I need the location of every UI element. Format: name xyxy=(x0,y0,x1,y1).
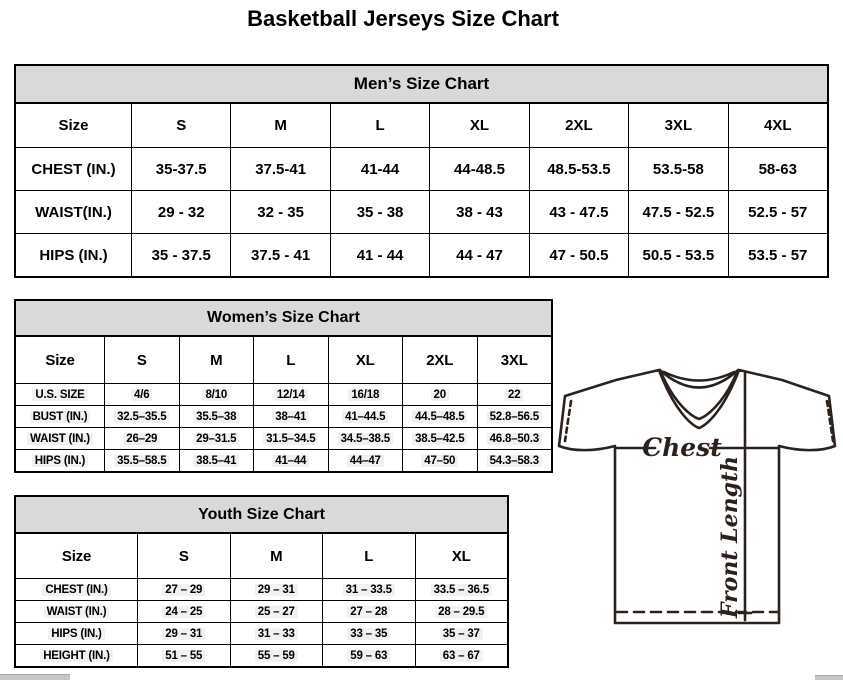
value-cell: 31 – 33.5 xyxy=(322,578,415,600)
value-cell: 31 – 33 xyxy=(230,622,323,644)
value-cell: 44–47 xyxy=(328,449,403,471)
column-header: M xyxy=(230,534,323,578)
jersey-measurement-diagram xyxy=(556,362,843,674)
value-cell: 41–44.5 xyxy=(328,405,403,427)
value-cell: 44-48.5 xyxy=(429,147,528,190)
value-cell: 27 – 28 xyxy=(322,600,415,622)
women-column-header-row xyxy=(16,337,551,383)
value-cell: 53.5 - 57 xyxy=(728,233,827,276)
column-header: S xyxy=(104,337,179,383)
value-cell: 52.8–56.5 xyxy=(477,405,552,427)
value-cell: 20 xyxy=(402,383,477,405)
youth-data-row xyxy=(16,622,507,644)
row-label: CHEST (IN.) xyxy=(16,147,131,190)
column-header: L xyxy=(330,104,429,147)
youth-data-row xyxy=(16,578,507,600)
horizontal-scrollbar-fragment-right[interactable] xyxy=(815,675,843,680)
value-cell: 34.5–38.5 xyxy=(328,427,403,449)
value-cell: 47 - 50.5 xyxy=(529,233,628,276)
value-cell: 44.5–48.5 xyxy=(402,405,477,427)
value-cell: 35 – 37 xyxy=(415,622,508,644)
row-label: HIPS (IN.) xyxy=(16,622,137,644)
value-cell: 29 - 32 xyxy=(131,190,230,233)
row-label: BUST (IN.) xyxy=(16,405,104,427)
column-header: 3XL xyxy=(477,337,552,383)
value-cell: 41 - 44 xyxy=(330,233,429,276)
value-cell: 33.5 – 36.5 xyxy=(415,578,508,600)
column-header: XL xyxy=(429,104,528,147)
row-label: HEIGHT (IN.) xyxy=(16,644,137,666)
column-header: Size xyxy=(58,117,89,134)
chest-label: Chest xyxy=(642,433,722,462)
value-cell: 47–50 xyxy=(402,449,477,471)
women-table-title: Women’s Size Chart xyxy=(16,301,551,337)
mens-size-chart-table xyxy=(14,64,829,278)
value-cell: 38.5–42.5 xyxy=(402,427,477,449)
value-cell: 50.5 - 53.5 xyxy=(628,233,727,276)
value-cell: 35 - 38 xyxy=(330,190,429,233)
value-cell: 16/18 xyxy=(328,383,403,405)
value-cell: 48.5-53.5 xyxy=(529,147,628,190)
value-cell: 46.8–50.3 xyxy=(477,427,552,449)
column-header: M xyxy=(179,337,254,383)
women-data-row xyxy=(16,427,551,449)
value-cell: 26–29 xyxy=(104,427,179,449)
value-cell: 38.5–41 xyxy=(179,449,254,471)
row-label: WAIST(IN.) xyxy=(16,190,131,233)
column-header: M xyxy=(230,104,329,147)
column-header: 2XL xyxy=(529,104,628,147)
row-label: HIPS (IN.) xyxy=(16,233,131,276)
value-cell: 38–41 xyxy=(253,405,328,427)
value-cell: 59 – 63 xyxy=(322,644,415,666)
column-header: S xyxy=(131,104,230,147)
women-data-row xyxy=(16,383,551,405)
value-cell: 37.5 - 41 xyxy=(230,233,329,276)
page-title: Basketball Jerseys Size Chart xyxy=(247,6,559,31)
column-header: S xyxy=(137,534,230,578)
men-data-row xyxy=(16,233,827,276)
value-cell: 58-63 xyxy=(728,147,827,190)
youth-size-chart-table xyxy=(14,495,509,668)
column-header: Size xyxy=(45,351,75,369)
value-cell: 37.5-41 xyxy=(230,147,329,190)
youth-table-title: Youth Size Chart xyxy=(16,497,507,534)
value-cell: 22 xyxy=(477,383,552,405)
value-cell: 29–31.5 xyxy=(179,427,254,449)
value-cell: 63 – 67 xyxy=(415,644,508,666)
women-data-row xyxy=(16,449,551,471)
value-cell: 8/10 xyxy=(179,383,254,405)
column-header: L xyxy=(253,337,328,383)
horizontal-scrollbar-fragment-left[interactable] xyxy=(0,674,70,680)
value-cell: 29 – 31 xyxy=(230,578,323,600)
row-label: WAIST (IN.) xyxy=(16,600,137,622)
column-header: XL xyxy=(328,337,403,383)
value-cell: 27 – 29 xyxy=(137,578,230,600)
women-data-row xyxy=(16,405,551,427)
row-label: WAIST (IN.) xyxy=(16,427,104,449)
value-cell: 41-44 xyxy=(330,147,429,190)
front-length-label: Front Length xyxy=(717,455,743,619)
value-cell: 31.5–34.5 xyxy=(253,427,328,449)
value-cell: 29 – 31 xyxy=(137,622,230,644)
row-label: HIPS (IN.) xyxy=(16,449,104,471)
column-header: 2XL xyxy=(402,337,477,383)
men-column-header-row xyxy=(16,104,827,147)
jersey-outline-shape xyxy=(559,370,835,623)
womens-size-chart-table xyxy=(14,299,553,473)
value-cell: 54.3–58.3 xyxy=(477,449,552,471)
column-header: Size xyxy=(61,547,92,565)
value-cell: 35-37.5 xyxy=(131,147,230,190)
value-cell: 24 – 25 xyxy=(137,600,230,622)
value-cell: 55 – 59 xyxy=(230,644,323,666)
column-header: XL xyxy=(415,534,508,578)
value-cell: 4/6 xyxy=(104,383,179,405)
value-cell: 51 – 55 xyxy=(137,644,230,666)
row-label: U.S. SIZE xyxy=(16,383,104,405)
value-cell: 12/14 xyxy=(253,383,328,405)
value-cell: 33 – 35 xyxy=(322,622,415,644)
column-header: L xyxy=(322,534,415,578)
youth-data-row xyxy=(16,644,507,666)
column-header: 3XL xyxy=(628,104,727,147)
men-table-title: Men’s Size Chart xyxy=(16,66,827,104)
value-cell: 35.5–58.5 xyxy=(104,449,179,471)
value-cell: 28 – 29.5 xyxy=(415,600,508,622)
value-cell: 32.5–35.5 xyxy=(104,405,179,427)
value-cell: 32 - 35 xyxy=(230,190,329,233)
value-cell: 44 - 47 xyxy=(429,233,528,276)
men-data-row xyxy=(16,190,827,233)
value-cell: 52.5 - 57 xyxy=(728,190,827,233)
men-data-row xyxy=(16,147,827,190)
row-label: CHEST (IN.) xyxy=(16,578,137,600)
value-cell: 53.5-58 xyxy=(628,147,727,190)
value-cell: 35 - 37.5 xyxy=(131,233,230,276)
value-cell: 38 - 43 xyxy=(429,190,528,233)
youth-data-row xyxy=(16,600,507,622)
youth-column-header-row xyxy=(16,534,507,578)
value-cell: 35.5–38 xyxy=(179,405,254,427)
value-cell: 25 – 27 xyxy=(230,600,323,622)
value-cell: 41–44 xyxy=(253,449,328,471)
column-header: 4XL xyxy=(728,104,827,147)
value-cell: 47.5 - 52.5 xyxy=(628,190,727,233)
value-cell: 43 - 47.5 xyxy=(529,190,628,233)
